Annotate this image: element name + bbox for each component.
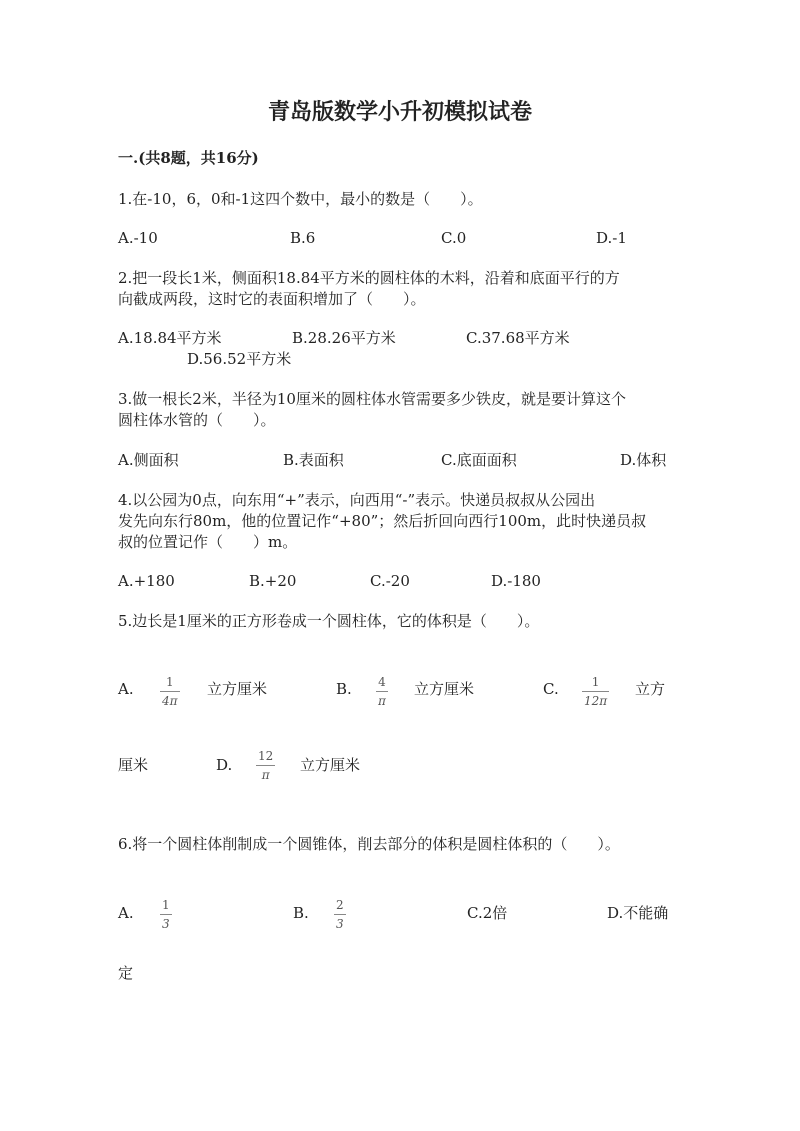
q3-option-b: B.表面积 [283,451,344,469]
fraction-bar [256,765,275,766]
fraction-bar [334,914,346,915]
q5-option-d-label: D. [216,756,233,774]
fraction-bar [160,914,172,915]
q5-c-denominator: 12π [584,694,608,708]
q5-option-c-unit-continued: 厘米 [118,756,149,774]
q5-d-denominator: π [261,768,270,782]
q3-option-d: D.体积 [620,451,667,469]
q5-option-a-unit: 立方厘米 [207,680,268,698]
q4-option-b: B.+20 [249,572,297,590]
q6-option-b-label: B. [293,904,309,922]
q5-option-b-fraction [376,675,388,708]
q5-b-numerator: 4 [378,675,386,689]
q6-option-a-fraction [160,898,172,931]
question-5-text: 5.边长是1厘米的正方形卷成一个圆柱体，它的体积是（ ）。 [118,612,540,630]
q5-option-d-fraction [256,749,275,782]
q5-d-numerator: 12 [258,749,274,763]
q5-option-c-unit: 立方 [635,680,666,698]
page-title: 青岛版数学小升初模拟试卷 [267,99,532,125]
q6-option-c: C.2倍 [467,904,508,922]
q5-option-b-label: B. [336,680,352,698]
question-3-line-1: 3.做一根长2米，半径为10厘米的圆柱体水管需要多少铁皮，就是要计算这个 [118,390,626,408]
q1-option-b: B.6 [290,229,316,247]
question-3-line-2: 圆柱体水管的（ ）。 [118,411,276,429]
q6-option-d-continued: 定 [118,964,134,982]
q1-option-d: D.-1 [596,229,627,247]
q6-option-b-fraction [334,898,346,931]
q5-option-d-unit: 立方厘米 [300,756,361,774]
q6-option-a-label: A. [118,904,134,922]
q5-option-c-label: C. [543,680,559,698]
q4-option-d: D.-180 [491,572,541,590]
q6-a-numerator: 1 [162,898,170,912]
q5-option-b-unit: 立方厘米 [414,680,475,698]
q4-option-c: C.-20 [370,572,410,590]
q4-option-a: A.+180 [118,572,175,590]
question-4-line-2: 发先向东行80m，他的位置记作“+80”；然后折回向西行100m，此时快递员叔 [118,512,647,530]
q1-option-a: A.-10 [118,229,158,247]
question-4-line-3: 叔的位置记作（ ）m。 [118,533,298,551]
section-heading: 一.(共8题，共16分) [118,149,259,167]
q1-option-c: C.0 [441,229,467,247]
q5-b-denominator: π [378,694,386,708]
q5-a-denominator: 4π [162,694,178,708]
q6-a-denominator: 3 [162,917,170,931]
q5-option-c-fraction [582,675,609,708]
question-6-text: 6.将一个圆柱体削制成一个圆锥体，削去部分的体积是圆柱体积的（ ）。 [118,835,620,853]
q2-option-d: D.56.52平方米 [187,350,292,368]
fraction-bar [376,691,388,692]
fraction-bar [582,691,609,692]
q3-option-a: A.侧面积 [118,451,179,469]
question-1-text: 1.在-10，6，0和-1这四个数中，最小的数是（ ）。 [118,190,483,208]
q2-option-b: B.28.26平方米 [292,329,396,347]
fraction-bar [160,691,180,692]
q5-c-numerator: 1 [591,675,600,689]
q6-option-d: D.不能确 [607,904,669,922]
question-4-line-1: 4.以公园为0点，向东用“+”表示，向西用“-”表示。快递员叔叔从公园出 [118,491,596,509]
q6-b-numerator: 2 [336,898,344,912]
q5-a-numerator: 1 [165,675,174,689]
q5-option-a-fraction [160,675,180,708]
q6-b-denominator: 3 [336,917,344,931]
question-2-line-2: 向截成两段，这时它的表面积增加了（ ）。 [118,290,426,308]
question-2-line-1: 2.把一段长1米，侧面积18.84平方米的圆柱体的木料，沿着和底面平行的方 [118,269,620,287]
q3-option-c: C.底面面积 [441,451,517,469]
q2-option-c: C.37.68平方米 [466,329,570,347]
q5-option-a-label: A. [118,680,134,698]
q2-option-a: A.18.84平方米 [118,329,222,347]
